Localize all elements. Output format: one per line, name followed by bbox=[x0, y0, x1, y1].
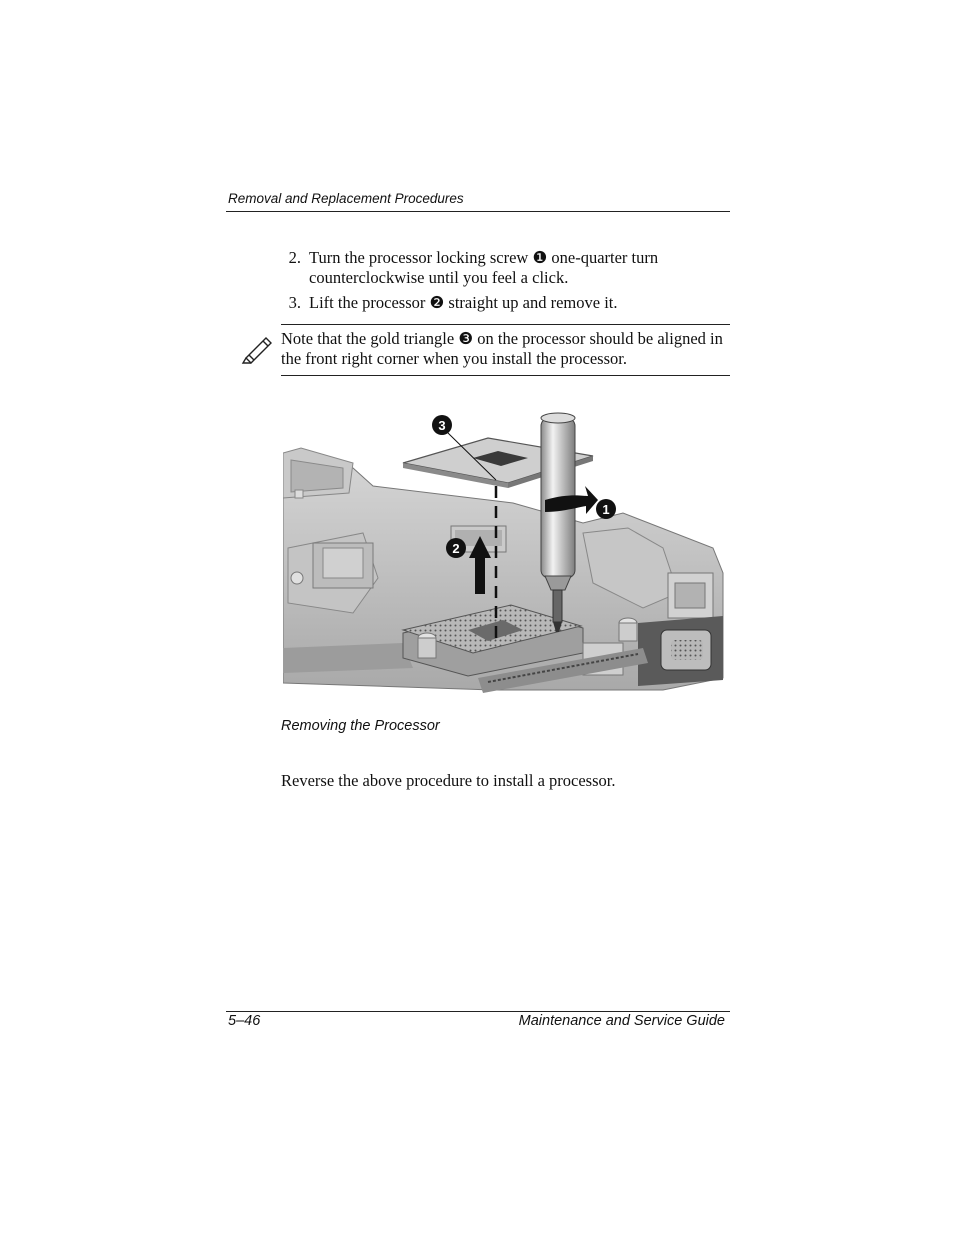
callout-3: 3 bbox=[438, 418, 446, 433]
header-rule bbox=[226, 211, 730, 212]
step-3 bbox=[281, 293, 701, 315]
running-header: Removal and Replacement Procedures bbox=[228, 191, 464, 206]
figure-caption: Removing the Processor bbox=[281, 718, 440, 734]
step-2 bbox=[281, 248, 701, 290]
step-number: 3. bbox=[288, 293, 301, 312]
page-number: 5–46 bbox=[228, 1013, 261, 1029]
processor-removal-illustration bbox=[283, 408, 728, 693]
guide-title: Maintenance and Service Guide bbox=[518, 1013, 725, 1029]
footer-rule bbox=[226, 1011, 730, 1012]
note-text: Note that the gold triangle ❸ on the processor should be aligned in the front right corner when you install the processor. bbox=[281, 329, 723, 368]
note-top-rule bbox=[281, 324, 730, 325]
pencil-icon bbox=[240, 332, 276, 364]
note-bottom-rule bbox=[281, 375, 730, 376]
callout-2: 2 bbox=[452, 541, 460, 556]
step-text: Lift the processor ❷ straight up and remove it. bbox=[309, 293, 618, 312]
body-paragraph: Reverse the above procedure to install a processor. bbox=[281, 771, 616, 790]
step-number: 2. bbox=[288, 248, 301, 267]
step-text: Turn the processor locking screw ❶ one-quarter turn counterclockwise until you feel a click. bbox=[309, 248, 659, 287]
callout-1: 1 bbox=[602, 502, 610, 517]
